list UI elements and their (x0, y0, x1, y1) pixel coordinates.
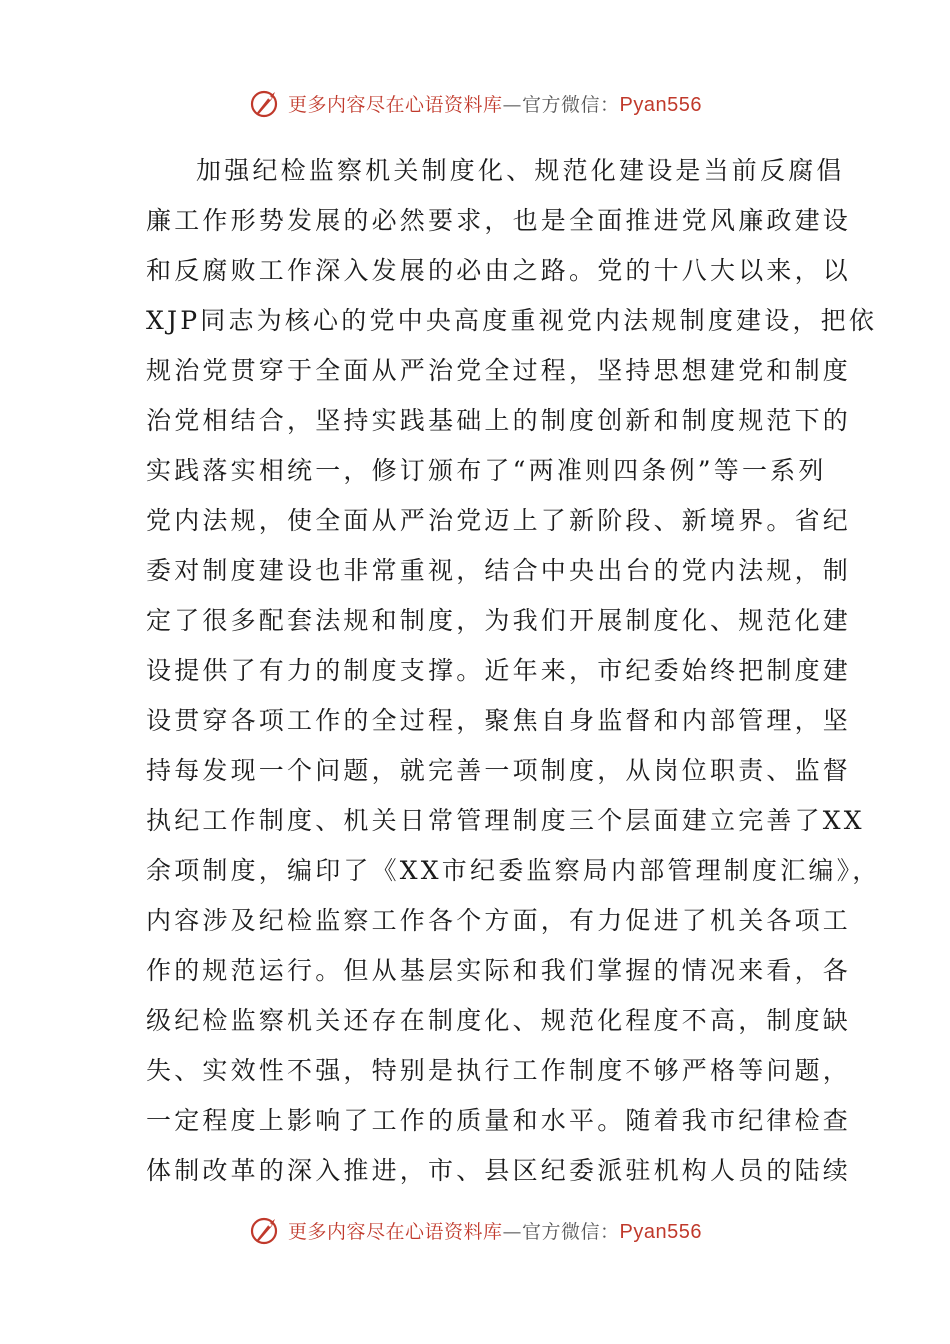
footer-wechat-label: 官方微信： (522, 1220, 620, 1243)
paragraph-line: 实践落实相统一，修订颁布了“两准则四条例”等一系列 (146, 456, 827, 485)
paragraph-line: 和反腐败工作深入发展的必由之路。党的十八大以来，以 (146, 256, 852, 285)
document-paragraph (0, 146, 950, 1186)
paragraph-line: 作的规范运行。但从基层实际和我们掌握的情况来看，各 (146, 956, 852, 985)
header-watermark-banner (0, 83, 950, 123)
header-wechat-id: Pyan556 (619, 93, 702, 116)
footer-brand: 更多内容尽在心语资料库 (288, 1220, 503, 1243)
paragraph-line: 规治党贯穿于全面从严治党全过程，坚持思想建党和制度 (146, 356, 852, 385)
pen-nib-logo-icon (248, 86, 282, 120)
paragraph-line: 级纪检监察机关还存在制度化、规范化程度不高，制度缺 (146, 1006, 852, 1035)
pen-nib-logo-icon (248, 1213, 282, 1247)
paragraph-line: 持每发现一个问题，就完善一项制度，从岗位职责、监督 (146, 756, 852, 785)
paragraph-line: 余项制度，编印了《XX市纪委监察局内部管理制度汇编》， (146, 856, 881, 885)
paragraph-line: 设贯穿各项工作的全过程，聚焦自身监督和内部管理，坚 (146, 706, 852, 735)
paragraph-line: 廉工作形势发展的必然要求，也是全面推进党风廉政建设 (146, 206, 852, 235)
paragraph-line: 执纪工作制度、机关日常管理制度三个层面建立完善了XX (146, 806, 865, 835)
paragraph-line: 定了很多配套法规和制度，为我们开展制度化、规范化建 (146, 606, 852, 635)
paragraph-line: 一定程度上影响了工作的质量和水平。随着我市纪律检查 (146, 1106, 852, 1135)
header-banner-text (288, 90, 702, 117)
header-separator: — (502, 93, 523, 116)
footer-watermark-banner (0, 1210, 950, 1250)
paragraph-line: 失、实效性不强，特别是执行工作制度不够严格等问题， (146, 1056, 852, 1085)
paragraph-line: 加强纪检监察机关制度化、规范化建设是当前反腐倡 (196, 156, 845, 185)
footer-wechat-id: Pyan556 (619, 1220, 702, 1243)
paragraph-line: 党内法规，使全面从严治党迈上了新阶段、新境界。省纪 (146, 506, 852, 535)
footer-banner-text (288, 1217, 702, 1244)
paragraph-line: 治党相结合，坚持实践基础上的制度创新和制度规范下的 (146, 406, 852, 435)
paragraph-line: XJP同志为核心的党中央高度重视党内法规制度建设，把依 (146, 306, 878, 335)
footer-separator: — (502, 1220, 523, 1243)
paragraph-line: 设提供了有力的制度支撑。近年来，市纪委始终把制度建 (146, 656, 852, 685)
paragraph-line: 委对制度建设也非常重视，结合中央出台的党内法规，制 (146, 556, 852, 585)
paragraph-line: 体制改革的深入推进，市、县区纪委派驻机构人员的陆续 (146, 1156, 852, 1185)
header-brand: 更多内容尽在心语资料库 (288, 93, 503, 116)
paragraph-line: 内容涉及纪检监察工作各个方面，有力促进了机关各项工 (146, 906, 852, 935)
header-wechat-label: 官方微信： (522, 93, 620, 116)
